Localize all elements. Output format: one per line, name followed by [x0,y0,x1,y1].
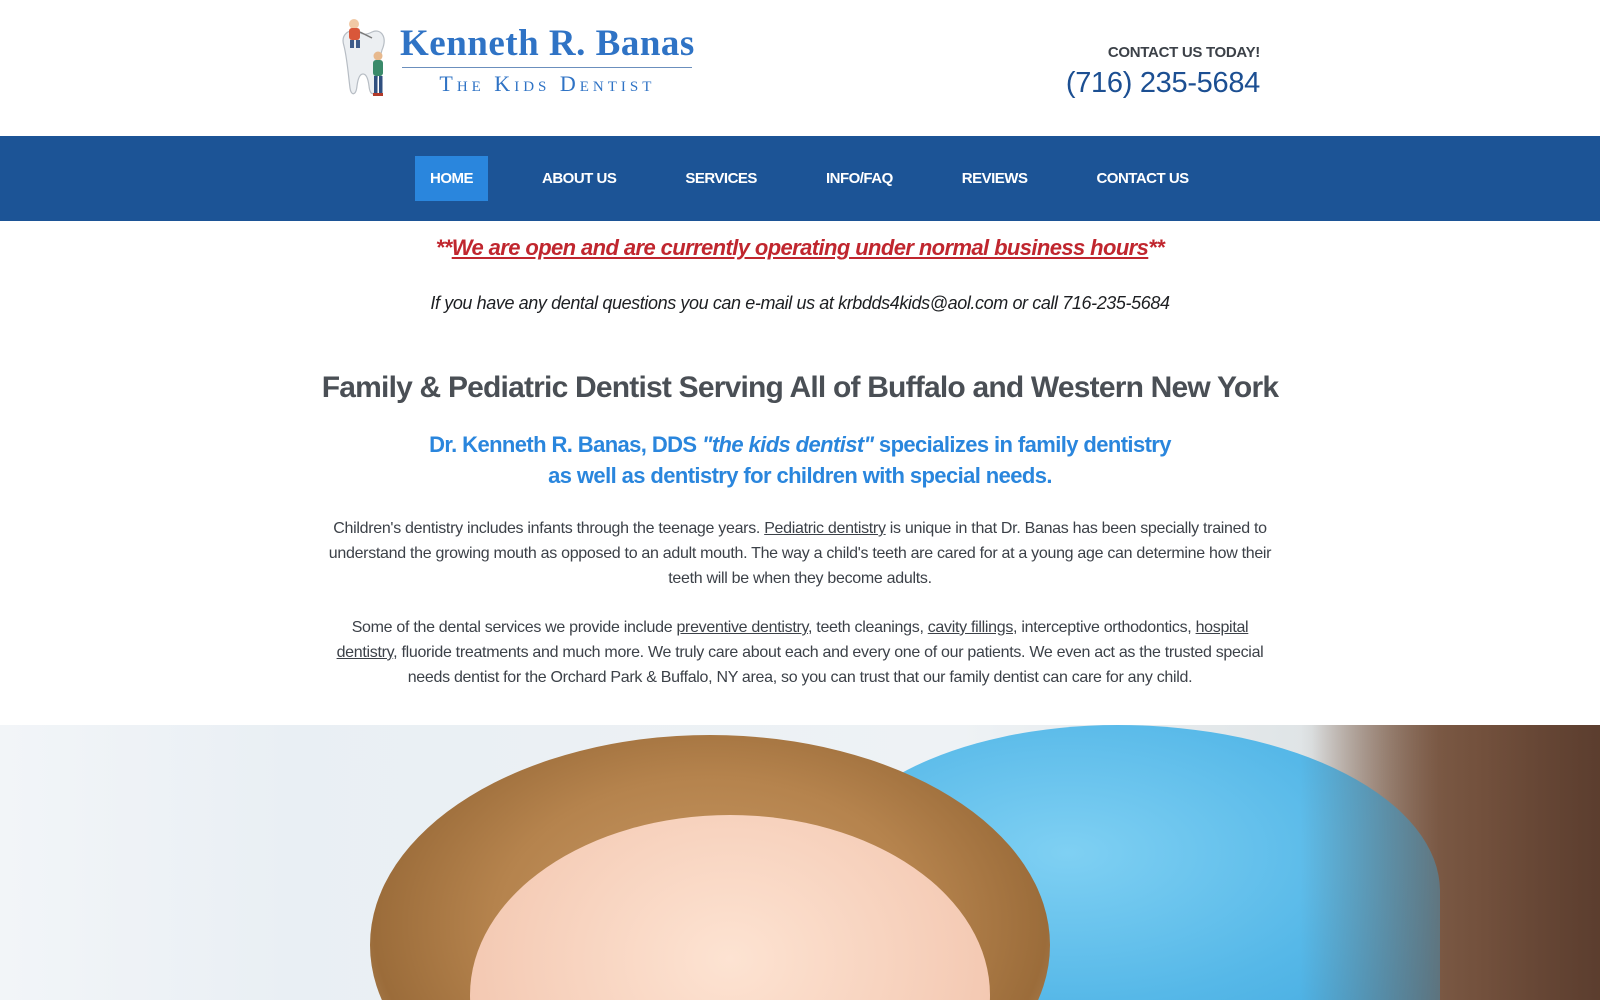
business-hours-notice [0,235,1600,261]
para2-t1: Some of the dental services we provide include [351,619,677,636]
nav-item-about-us[interactable]: ABOUT US [542,170,617,187]
logo-text [400,23,695,96]
preventive-dentistry-link[interactable]: preventive dentistry [676,619,809,636]
para2-t3: , interceptive orthodontics, [1013,619,1196,636]
para1-before: Children's dentistry includes infants through the teenage years. [333,520,765,537]
header-phone-link[interactable]: (716) 235-5684 [1065,67,1260,99]
contact-label: CONTACT US TODAY! [1107,44,1260,61]
email-line-before: If you have any dental questions you can e-mail us at [430,293,839,313]
subheading-part1: Dr. Kenneth R. Banas, DDS [429,432,702,457]
page-subheading [0,429,1600,491]
para2-t2: , teeth cleanings, [808,619,928,636]
nav-item-info-faq[interactable]: INFO/FAQ [825,170,893,187]
email-line-middle: or call [1007,293,1063,313]
pediatric-dentistry-link[interactable]: Pediatric dentistry [764,520,886,537]
email-notice [0,293,1600,314]
hospital-dentistry-link[interactable]: hospital dentistry [336,619,1249,661]
nav-item-home[interactable]: HOME [415,156,488,201]
subheading-italic: "the kids dentist" [702,432,874,457]
subheading-line2: as well as dentistry for children with special needs. [548,463,1052,488]
logo-tagline: The Kids Dentist [439,70,656,96]
hero-dentist-shadow [1300,725,1600,1000]
nav-item-services[interactable]: SERVICES [685,170,757,187]
hero-photo [0,725,1600,1000]
main-content [0,221,1600,725]
services-paragraph [320,615,1280,690]
site-header [0,0,1600,136]
page-title: Family & Pediatric Dentist Serving All of Buffalo and Western New York [321,371,1279,404]
para2-t4: , fluoride treatments and much more. We truly care about each and every one of our patients. We even act as the trusted special needs dentist for the Orchard Park & Buffalo, NY area, so you can trust that our family dentist can care for any child. [393,644,1264,686]
header-contact [1066,44,1260,100]
email-link[interactable]: krbdds4kids@aol.com [838,293,1008,313]
tooth-with-children-icon [336,16,392,102]
nav-item-reviews[interactable]: REVIEWS [961,170,1028,187]
email-phone-link[interactable]: 716-235-5684 [1062,293,1170,313]
intro-paragraph [320,516,1280,591]
notice-text: We are open and are currently operating under normal business hours [451,235,1149,260]
para1-after: is unique in that Dr. Banas has been specially trained to understand the growing mouth as opposed to an adult mouth. The way a child's teeth are cared for at a young age can determine how their teeth will be when they become adults. [328,520,1272,587]
logo-name: Kenneth R. Banas [400,22,695,64]
site-logo[interactable] [336,14,716,104]
notice-suffix: ** [1148,235,1165,260]
subheading-part2: specializes in family dentistry [873,432,1171,457]
main-nav [0,136,1600,221]
notice-prefix: ** [435,235,452,260]
nav-item-contact-us[interactable]: CONTACT US [1096,170,1189,187]
cavity-fillings-link[interactable]: cavity fillings [927,619,1014,636]
logo-divider [402,67,692,68]
nav-list [415,156,1204,201]
